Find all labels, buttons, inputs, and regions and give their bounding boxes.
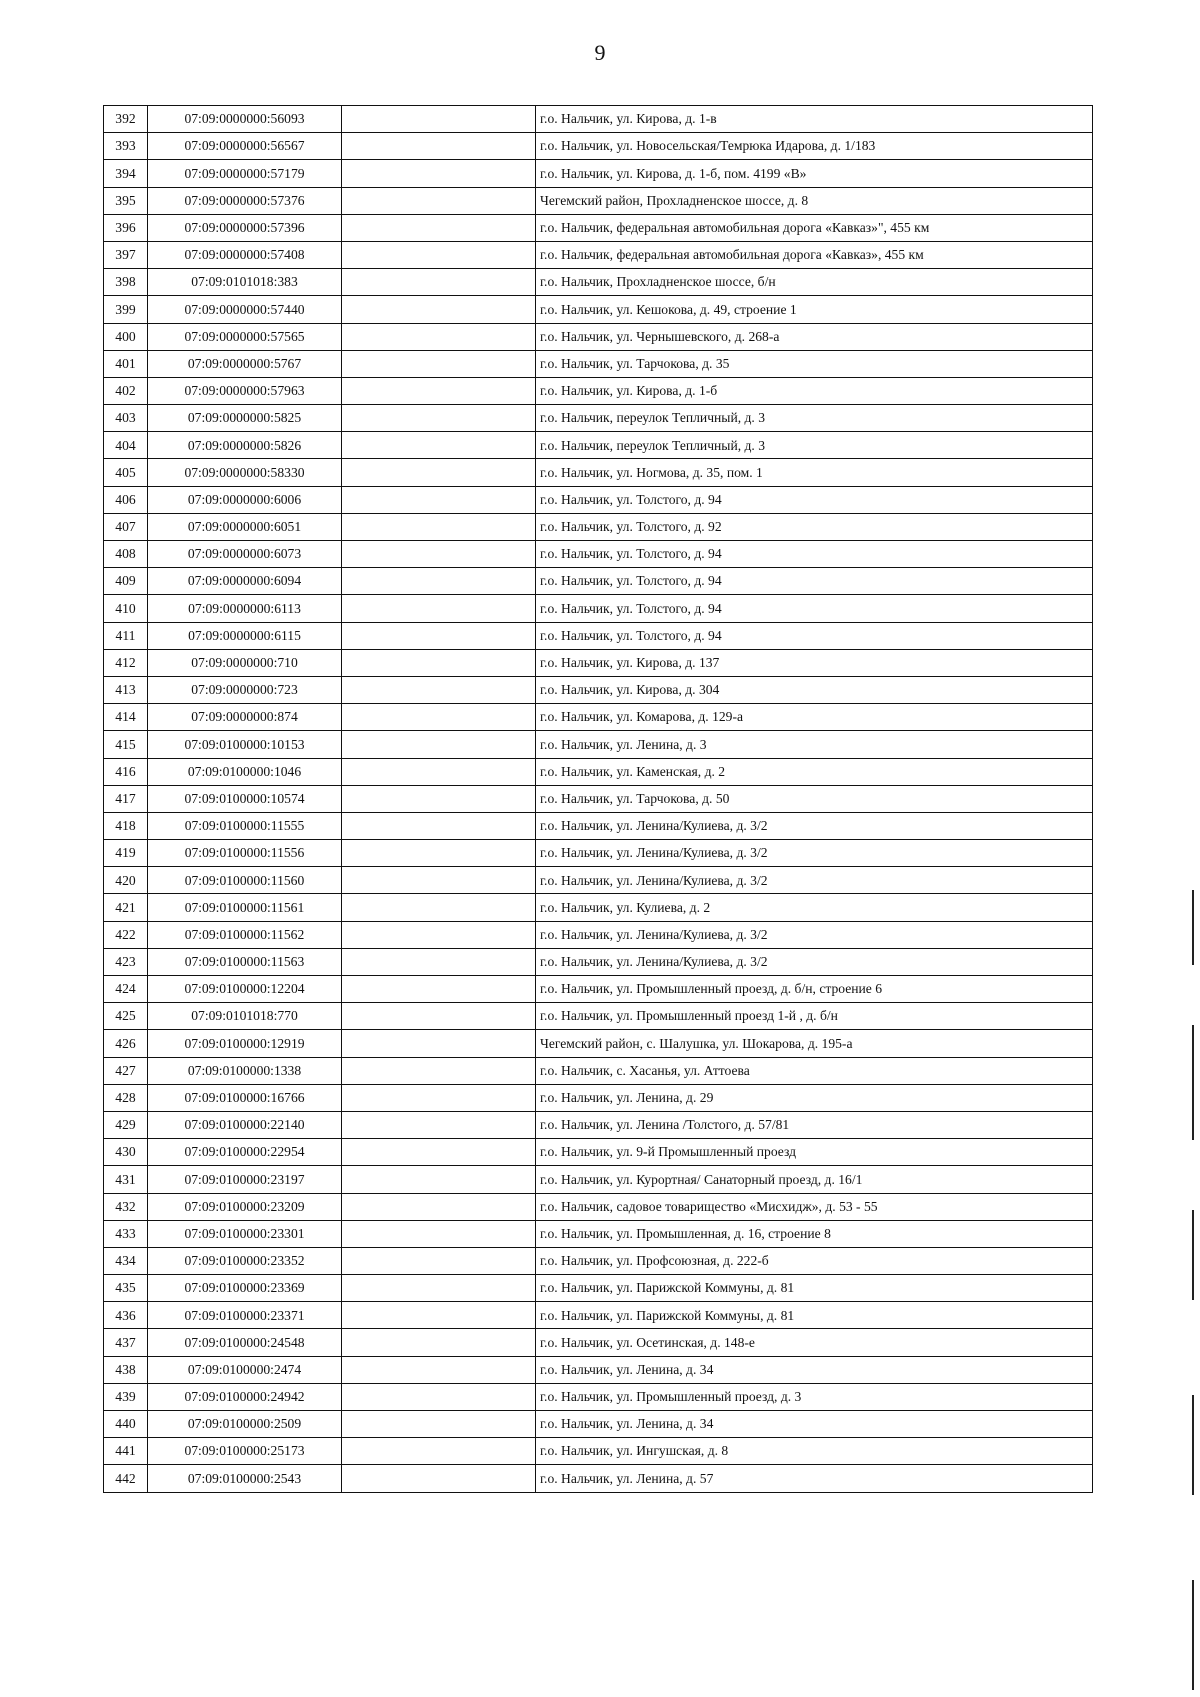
- address: г.о. Нальчик, ул. Кирова, д. 1-б: [536, 377, 1093, 404]
- empty-cell: [342, 541, 536, 568]
- address: г.о. Нальчик, ул. Ленина/Кулиева, д. 3/2: [536, 867, 1093, 894]
- cadastral-number: 07:09:0100000:2474: [148, 1356, 342, 1383]
- cadastral-number: 07:09:0000000:57408: [148, 241, 342, 268]
- address: г.о. Нальчик, ул. Ногмова, д. 35, пом. 1: [536, 459, 1093, 486]
- empty-cell: [342, 269, 536, 296]
- row-number: 436: [104, 1302, 148, 1329]
- address: Чегемский район, с. Шалушка, ул. Шокарова, д. 195-а: [536, 1030, 1093, 1057]
- table-row: [104, 241, 1093, 268]
- empty-cell: [342, 785, 536, 812]
- address: г.о. Нальчик, ул. Промышленная, д. 16, строение 8: [536, 1220, 1093, 1247]
- empty-cell: [342, 486, 536, 513]
- cadastral-number: 07:09:0100000:2543: [148, 1465, 342, 1492]
- table-row: [104, 459, 1093, 486]
- empty-cell: [342, 948, 536, 975]
- address: г.о. Нальчик, ул. Толстого, д. 94: [536, 568, 1093, 595]
- empty-cell: [342, 1356, 536, 1383]
- table-row: [104, 1247, 1093, 1274]
- cadastral-number: 07:09:0100000:24942: [148, 1383, 342, 1410]
- empty-cell: [342, 812, 536, 839]
- empty-cell: [342, 622, 536, 649]
- table-row: [104, 541, 1093, 568]
- cadastral-number: 07:09:0000000:57376: [148, 187, 342, 214]
- cadastral-number: 07:09:0100000:25173: [148, 1438, 342, 1465]
- row-number: 407: [104, 513, 148, 540]
- empty-cell: [342, 1438, 536, 1465]
- address: г.о. Нальчик, ул. Толстого, д. 94: [536, 486, 1093, 513]
- cadastral-number: 07:09:0000000:57396: [148, 214, 342, 241]
- address: г.о. Нальчик, ул. Ленина/Кулиева, д. 3/2: [536, 921, 1093, 948]
- row-number: 399: [104, 296, 148, 323]
- table-row: [104, 948, 1093, 975]
- row-number: 427: [104, 1057, 148, 1084]
- empty-cell: [342, 568, 536, 595]
- cadastral-number: 07:09:0000000:5826: [148, 432, 342, 459]
- address: г.о. Нальчик, ул. Чернышевского, д. 268-а: [536, 323, 1093, 350]
- cadastral-number: 07:09:0000000:56567: [148, 133, 342, 160]
- row-number: 401: [104, 350, 148, 377]
- empty-cell: [342, 1166, 536, 1193]
- table-row: [104, 649, 1093, 676]
- cadastral-number: 07:09:0100000:1338: [148, 1057, 342, 1084]
- cadastral-number: 07:09:0100000:2509: [148, 1411, 342, 1438]
- address: г.о. Нальчик, ул. Толстого, д. 94: [536, 541, 1093, 568]
- cadastral-number: 07:09:0101018:770: [148, 1003, 342, 1030]
- table-row: [104, 1003, 1093, 1030]
- row-number: 394: [104, 160, 148, 187]
- address: г.о. Нальчик, ул. Кирова, д. 1-б, пом. 4199 «В»: [536, 160, 1093, 187]
- table-row: [104, 1220, 1093, 1247]
- address: г.о. Нальчик, ул. Ленина, д. 29: [536, 1084, 1093, 1111]
- empty-cell: [342, 160, 536, 187]
- row-number: 429: [104, 1111, 148, 1138]
- cadastral-number: 07:09:0000000:58330: [148, 459, 342, 486]
- cadastral-number: 07:09:0000000:6094: [148, 568, 342, 595]
- empty-cell: [342, 377, 536, 404]
- address: г.о. Нальчик, садовое товарищество «Мисхидж», д. 53 - 55: [536, 1193, 1093, 1220]
- row-number: 416: [104, 758, 148, 785]
- cadastral-number: 07:09:0000000:6115: [148, 622, 342, 649]
- address: г.о. Нальчик, ул. Промышленный проезд 1-й , д. б/н: [536, 1003, 1093, 1030]
- table-row: [104, 214, 1093, 241]
- empty-cell: [342, 1111, 536, 1138]
- row-number: 410: [104, 595, 148, 622]
- empty-cell: [342, 1247, 536, 1274]
- scan-mark: [1192, 890, 1194, 965]
- cadastral-number: 07:09:0100000:10153: [148, 731, 342, 758]
- empty-cell: [342, 731, 536, 758]
- address: г.о. Нальчик, ул. Промышленный проезд, д. б/н, строение 6: [536, 976, 1093, 1003]
- table-row: [104, 568, 1093, 595]
- empty-cell: [342, 350, 536, 377]
- cadastral-number: 07:09:0100000:23369: [148, 1275, 342, 1302]
- cadastral-number: 07:09:0100000:12919: [148, 1030, 342, 1057]
- row-number: 430: [104, 1139, 148, 1166]
- empty-cell: [342, 513, 536, 540]
- address: г.о. Нальчик, ул. Кирова, д. 304: [536, 676, 1093, 703]
- row-number: 439: [104, 1383, 148, 1410]
- address: г.о. Нальчик, ул. Тарчокова, д. 35: [536, 350, 1093, 377]
- row-number: 426: [104, 1030, 148, 1057]
- table-row: [104, 1411, 1093, 1438]
- address: г.о. Нальчик, ул. Толстого, д. 94: [536, 595, 1093, 622]
- scan-mark: [1192, 1210, 1194, 1300]
- row-number: 400: [104, 323, 148, 350]
- row-number: 432: [104, 1193, 148, 1220]
- address: г.о. Нальчик, переулок Тепличный, д. 3: [536, 432, 1093, 459]
- empty-cell: [342, 214, 536, 241]
- empty-cell: [342, 1139, 536, 1166]
- address: г.о. Нальчик, ул. Тарчокова, д. 50: [536, 785, 1093, 812]
- cadastral-number: 07:09:0000000:6006: [148, 486, 342, 513]
- empty-cell: [342, 1057, 536, 1084]
- empty-cell: [342, 649, 536, 676]
- address: г.о. Нальчик, ул. Профсоюзная, д. 222-б: [536, 1247, 1093, 1274]
- address: г.о. Нальчик, ул. Ингушская, д. 8: [536, 1438, 1093, 1465]
- address: г.о. Нальчик, ул. Ленина, д. 57: [536, 1465, 1093, 1492]
- address: г.о. Нальчик, федеральная автомобильная дорога «Кавказ», 455 км: [536, 241, 1093, 268]
- row-number: 438: [104, 1356, 148, 1383]
- empty-cell: [342, 1411, 536, 1438]
- table-row: [104, 1084, 1093, 1111]
- table-row: [104, 133, 1093, 160]
- empty-cell: [342, 1465, 536, 1492]
- cadastral-number: 07:09:0100000:11555: [148, 812, 342, 839]
- table-row: [104, 867, 1093, 894]
- row-number: 418: [104, 812, 148, 839]
- table-row: [104, 1139, 1093, 1166]
- empty-cell: [342, 758, 536, 785]
- cadastral-number: 07:09:0100000:23197: [148, 1166, 342, 1193]
- cadastral-number: 07:09:0000000:57565: [148, 323, 342, 350]
- row-number: 420: [104, 867, 148, 894]
- empty-cell: [342, 704, 536, 731]
- scan-mark: [1192, 1025, 1194, 1140]
- empty-cell: [342, 296, 536, 323]
- empty-cell: [342, 867, 536, 894]
- table-row: [104, 350, 1093, 377]
- cadastral-number: 07:09:0100000:22140: [148, 1111, 342, 1138]
- cadastral-number: 07:09:0100000:1046: [148, 758, 342, 785]
- cadastral-number: 07:09:0100000:24548: [148, 1329, 342, 1356]
- cadastral-number: 07:09:0101018:383: [148, 269, 342, 296]
- table-row: [104, 840, 1093, 867]
- row-number: 425: [104, 1003, 148, 1030]
- empty-cell: [342, 241, 536, 268]
- table-row: [104, 513, 1093, 540]
- table-row: [104, 296, 1093, 323]
- address: г.о. Нальчик, ул. Ленина, д. 34: [536, 1356, 1093, 1383]
- table-row: [104, 704, 1093, 731]
- cadastral-number: 07:09:0100000:11561: [148, 894, 342, 921]
- address: г.о. Нальчик, ул. Ленина, д. 3: [536, 731, 1093, 758]
- scan-mark: [1192, 1580, 1194, 1690]
- table-row: [104, 187, 1093, 214]
- table-row: [104, 976, 1093, 1003]
- empty-cell: [342, 1030, 536, 1057]
- cadastral-number: 07:09:0000000:5825: [148, 405, 342, 432]
- address: г.о. Нальчик, ул. Кешокова, д. 49, строение 1: [536, 296, 1093, 323]
- empty-cell: [342, 1275, 536, 1302]
- row-number: 422: [104, 921, 148, 948]
- row-number: 421: [104, 894, 148, 921]
- table-row: [104, 785, 1093, 812]
- address: г.о. Нальчик, ул. Курортная/ Санаторный проезд, д. 16/1: [536, 1166, 1093, 1193]
- empty-cell: [342, 1302, 536, 1329]
- row-number: 393: [104, 133, 148, 160]
- table-row: [104, 758, 1093, 785]
- address: г.о. Нальчик, ул. Толстого, д. 92: [536, 513, 1093, 540]
- table-row: [104, 1383, 1093, 1410]
- row-number: 392: [104, 106, 148, 133]
- table-row: [104, 676, 1093, 703]
- table-row: [104, 1465, 1093, 1492]
- cadastral-number: 07:09:0000000:56093: [148, 106, 342, 133]
- table-row: [104, 1275, 1093, 1302]
- address: г.о. Нальчик, федеральная автомобильная дорога «Кавказ»", 455 км: [536, 214, 1093, 241]
- empty-cell: [342, 1383, 536, 1410]
- row-number: 441: [104, 1438, 148, 1465]
- address: Чегемский район, Прохладненское шоссе, д. 8: [536, 187, 1093, 214]
- row-number: 433: [104, 1220, 148, 1247]
- row-number: 419: [104, 840, 148, 867]
- row-number: 423: [104, 948, 148, 975]
- table-row: [104, 921, 1093, 948]
- row-number: 411: [104, 622, 148, 649]
- row-number: 397: [104, 241, 148, 268]
- row-number: 412: [104, 649, 148, 676]
- empty-cell: [342, 921, 536, 948]
- row-number: 431: [104, 1166, 148, 1193]
- cadastral-number: 07:09:0100000:11560: [148, 867, 342, 894]
- cadastral-number: 07:09:0000000:6113: [148, 595, 342, 622]
- table-row: [104, 1030, 1093, 1057]
- row-number: 435: [104, 1275, 148, 1302]
- table-row: [104, 323, 1093, 350]
- address: г.о. Нальчик, ул. Осетинская, д. 148-е: [536, 1329, 1093, 1356]
- empty-cell: [342, 1329, 536, 1356]
- cadastral-number: 07:09:0000000:710: [148, 649, 342, 676]
- address: г.о. Нальчик, ул. Ленина /Толстого, д. 57/81: [536, 1111, 1093, 1138]
- table-row: [104, 1302, 1093, 1329]
- address: г.о. Нальчик, ул. Кулиева, д. 2: [536, 894, 1093, 921]
- scan-mark: [1192, 1395, 1194, 1495]
- table-row: [104, 812, 1093, 839]
- cadastral-number: 07:09:0000000:57179: [148, 160, 342, 187]
- address: г.о. Нальчик, ул. Ленина/Кулиева, д. 3/2: [536, 812, 1093, 839]
- address: г.о. Нальчик, ул. Парижской Коммуны, д. 81: [536, 1275, 1093, 1302]
- cadastral-number: 07:09:0100000:16766: [148, 1084, 342, 1111]
- table-row: [104, 269, 1093, 296]
- table-row: [104, 1193, 1093, 1220]
- row-number: 402: [104, 377, 148, 404]
- address: г.о. Нальчик, ул. Промышленный проезд, д. 3: [536, 1383, 1093, 1410]
- table-row: [104, 1356, 1093, 1383]
- row-number: 403: [104, 405, 148, 432]
- cadastral-number: 07:09:0100000:11563: [148, 948, 342, 975]
- empty-cell: [342, 1220, 536, 1247]
- empty-cell: [342, 459, 536, 486]
- address: г.о. Нальчик, ул. Кирова, д. 1-в: [536, 106, 1093, 133]
- row-number: 396: [104, 214, 148, 241]
- table-row: [104, 1166, 1093, 1193]
- table-row: [104, 405, 1093, 432]
- cadastral-number: 07:09:0000000:57963: [148, 377, 342, 404]
- row-number: 398: [104, 269, 148, 296]
- row-number: 428: [104, 1084, 148, 1111]
- table-row: [104, 622, 1093, 649]
- row-number: 395: [104, 187, 148, 214]
- address: г.о. Нальчик, ул. Ленина/Кулиева, д. 3/2: [536, 840, 1093, 867]
- address: г.о. Нальчик, ул. Толстого, д. 94: [536, 622, 1093, 649]
- registry-table: [103, 105, 1093, 1493]
- table-row: [104, 432, 1093, 459]
- row-number: 404: [104, 432, 148, 459]
- empty-cell: [342, 187, 536, 214]
- table-row: [104, 106, 1093, 133]
- cadastral-number: 07:09:0100000:23352: [148, 1247, 342, 1274]
- row-number: 417: [104, 785, 148, 812]
- address: г.о. Нальчик, Прохладненское шоссе, б/н: [536, 269, 1093, 296]
- address: г.о. Нальчик, ул. Новосельская/Темрюка Идарова, д. 1/183: [536, 133, 1093, 160]
- address: г.о. Нальчик, ул. 9-й Промышленный проезд: [536, 1139, 1093, 1166]
- row-number: 440: [104, 1411, 148, 1438]
- row-number: 437: [104, 1329, 148, 1356]
- row-number: 413: [104, 676, 148, 703]
- cadastral-number: 07:09:0000000:57440: [148, 296, 342, 323]
- cadastral-number: 07:09:0100000:23209: [148, 1193, 342, 1220]
- table-row: [104, 731, 1093, 758]
- cadastral-number: 07:09:0100000:11562: [148, 921, 342, 948]
- empty-cell: [342, 976, 536, 1003]
- table-row: [104, 486, 1093, 513]
- registry-table-body: [104, 106, 1093, 1493]
- empty-cell: [342, 1084, 536, 1111]
- row-number: 434: [104, 1247, 148, 1274]
- cadastral-number: 07:09:0100000:10574: [148, 785, 342, 812]
- row-number: 405: [104, 459, 148, 486]
- empty-cell: [342, 432, 536, 459]
- table-row: [104, 1438, 1093, 1465]
- table-row: [104, 595, 1093, 622]
- table-row: [104, 377, 1093, 404]
- row-number: 442: [104, 1465, 148, 1492]
- empty-cell: [342, 1003, 536, 1030]
- address: г.о. Нальчик, ул. Кирова, д. 137: [536, 649, 1093, 676]
- table-row: [104, 894, 1093, 921]
- address: г.о. Нальчик, ул. Каменская, д. 2: [536, 758, 1093, 785]
- row-number: 414: [104, 704, 148, 731]
- table-row: [104, 160, 1093, 187]
- address: г.о. Нальчик, с. Хасанья, ул. Аттоева: [536, 1057, 1093, 1084]
- cadastral-number: 07:09:0000000:6073: [148, 541, 342, 568]
- row-number: 406: [104, 486, 148, 513]
- table-row: [104, 1057, 1093, 1084]
- table-row: [104, 1329, 1093, 1356]
- cadastral-number: 07:09:0000000:723: [148, 676, 342, 703]
- cadastral-number: 07:09:0100000:11556: [148, 840, 342, 867]
- row-number: 409: [104, 568, 148, 595]
- empty-cell: [342, 133, 536, 160]
- row-number: 408: [104, 541, 148, 568]
- row-number: 424: [104, 976, 148, 1003]
- row-number: 415: [104, 731, 148, 758]
- empty-cell: [342, 894, 536, 921]
- empty-cell: [342, 676, 536, 703]
- address: г.о. Нальчик, ул. Комарова, д. 129-а: [536, 704, 1093, 731]
- cadastral-number: 07:09:0000000:5767: [148, 350, 342, 377]
- address: г.о. Нальчик, ул. Ленина, д. 34: [536, 1411, 1093, 1438]
- empty-cell: [342, 405, 536, 432]
- empty-cell: [342, 1193, 536, 1220]
- cadastral-number: 07:09:0100000:23371: [148, 1302, 342, 1329]
- table-row: [104, 1111, 1093, 1138]
- empty-cell: [342, 595, 536, 622]
- cadastral-number: 07:09:0000000:6051: [148, 513, 342, 540]
- address: г.о. Нальчик, ул. Ленина/Кулиева, д. 3/2: [536, 948, 1093, 975]
- empty-cell: [342, 840, 536, 867]
- cadastral-number: 07:09:0100000:23301: [148, 1220, 342, 1247]
- address: г.о. Нальчик, ул. Парижской Коммуны, д. 81: [536, 1302, 1093, 1329]
- empty-cell: [342, 106, 536, 133]
- empty-cell: [342, 323, 536, 350]
- cadastral-number: 07:09:0100000:22954: [148, 1139, 342, 1166]
- cadastral-number: 07:09:0100000:12204: [148, 976, 342, 1003]
- cadastral-number: 07:09:0000000:874: [148, 704, 342, 731]
- address: г.о. Нальчик, переулок Тепличный, д. 3: [536, 405, 1093, 432]
- page-number: 9: [594, 40, 606, 65]
